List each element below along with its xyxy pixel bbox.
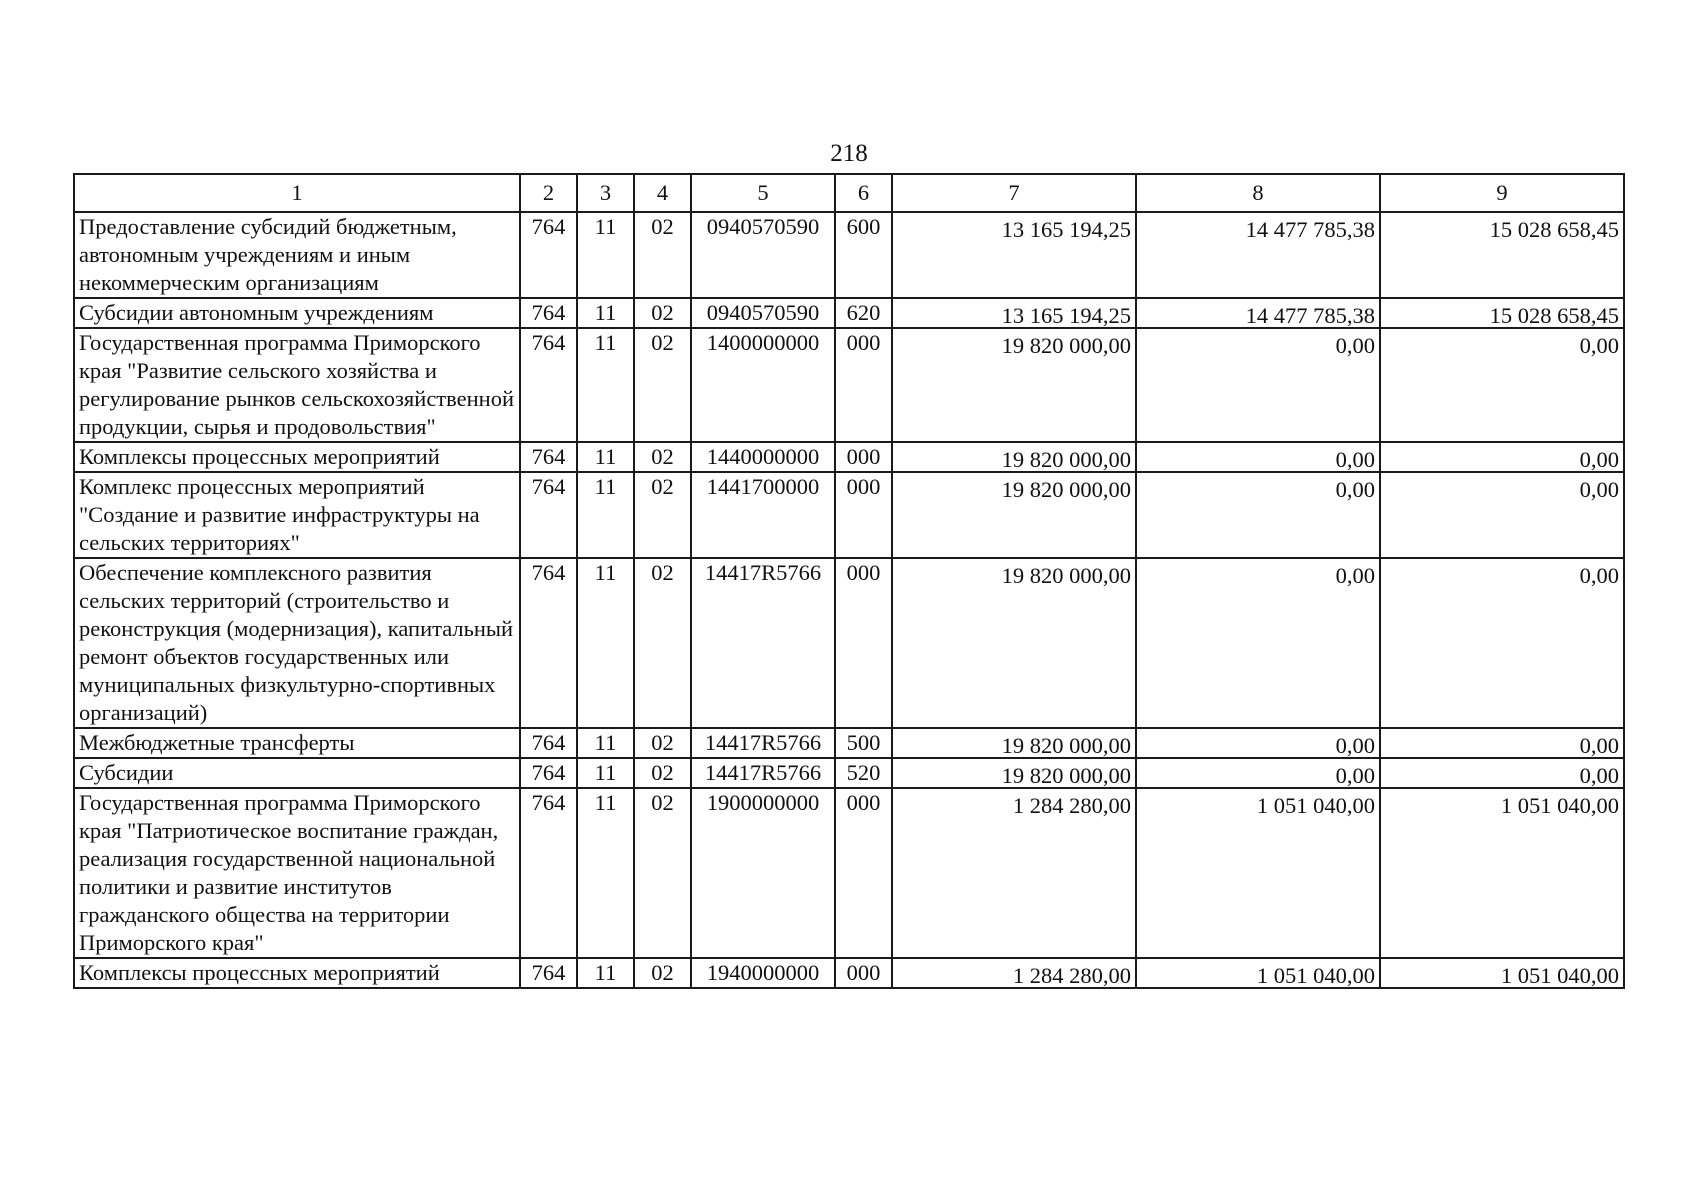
- row-name: Межбюджетные трансферты: [74, 728, 520, 758]
- column-header: 7: [892, 174, 1136, 212]
- amount-col-7-value: 19 820 000,00: [1001, 333, 1131, 358]
- col-2-code: 764: [520, 298, 577, 328]
- col-3-code: 11: [577, 758, 634, 788]
- amount-col-9: [1380, 298, 1624, 328]
- col-3-code: 11: [577, 958, 634, 988]
- amount-col-9-value: 0,00: [1579, 763, 1619, 788]
- amount-col-9: [1380, 472, 1624, 558]
- table-row: [74, 958, 1624, 988]
- amount-col-8-value: 0,00: [1335, 477, 1375, 502]
- row-name: Обеспечение комплексного развития сельских территорий (строительство и реконструкция (модернизация), капитальный ремонт объектов государственных или муниципальных физкультурно-спортивных организаций): [74, 558, 520, 728]
- col-2-code: 764: [520, 558, 577, 728]
- col-6-code: 600: [835, 212, 892, 298]
- col-2-code: 764: [520, 788, 577, 958]
- col-6-code: 620: [835, 298, 892, 328]
- table-row: [74, 758, 1624, 788]
- row-name: Комплексы процессных мероприятий: [74, 958, 520, 988]
- col-2-code: 764: [520, 728, 577, 758]
- amount-col-8: [1136, 728, 1380, 758]
- row-name: Комплексы процессных мероприятий: [74, 442, 520, 472]
- col-3-code: 11: [577, 298, 634, 328]
- amount-col-7-value: 19 820 000,00: [1001, 447, 1131, 472]
- table-row: [74, 298, 1624, 328]
- col-5-code: 0940570590: [691, 298, 835, 328]
- col-5-code: 1440000000: [691, 442, 835, 472]
- table-row: [74, 472, 1624, 558]
- amount-col-9-value: 15 028 658,45: [1489, 303, 1619, 328]
- amount-col-7-value: 13 165 194,25: [1001, 303, 1131, 328]
- amount-col-9-value: 0,00: [1579, 733, 1619, 758]
- amount-col-7-value: 19 820 000,00: [1001, 563, 1131, 588]
- amount-col-9-value: 15 028 658,45: [1489, 217, 1619, 242]
- amount-col-7: [892, 212, 1136, 298]
- col-4-code: 02: [634, 328, 691, 442]
- amount-col-7-value: 19 820 000,00: [1001, 733, 1131, 758]
- col-4-code: 02: [634, 298, 691, 328]
- col-2-code: 764: [520, 212, 577, 298]
- table-row: [74, 788, 1624, 958]
- amount-col-8-value: 14 477 785,38: [1245, 217, 1375, 242]
- col-3-code: 11: [577, 328, 634, 442]
- col-4-code: 02: [634, 212, 691, 298]
- col-6-code: 000: [835, 558, 892, 728]
- table-row: [74, 328, 1624, 442]
- amount-col-8: [1136, 958, 1380, 988]
- table-row: [74, 558, 1624, 728]
- amount-col-8: [1136, 472, 1380, 558]
- amount-col-8-value: 1 051 040,00: [1256, 793, 1375, 818]
- col-5-code: 1940000000: [691, 958, 835, 988]
- column-header: 8: [1136, 174, 1380, 212]
- amount-col-9-value: 1 051 040,00: [1500, 963, 1619, 988]
- amount-col-7: [892, 298, 1136, 328]
- amount-col-7-value: 13 165 194,25: [1001, 217, 1131, 242]
- column-header: 3: [577, 174, 634, 212]
- amount-col-9-value: 0,00: [1579, 333, 1619, 358]
- col-5-code: 1400000000: [691, 328, 835, 442]
- column-header: 6: [835, 174, 892, 212]
- column-header: 4: [634, 174, 691, 212]
- col-6-code: 520: [835, 758, 892, 788]
- table-row: [74, 212, 1624, 298]
- row-name: Государственная программа Приморского края "Патриотическое воспитание граждан, реализация государственной национальной политики и развитие институтов гражданского общества на территории Приморского края": [74, 788, 520, 958]
- col-6-code: 000: [835, 328, 892, 442]
- col-3-code: 11: [577, 728, 634, 758]
- amount-col-9-value: 0,00: [1579, 563, 1619, 588]
- col-6-code: 000: [835, 788, 892, 958]
- amount-col-7: [892, 958, 1136, 988]
- amount-col-8-value: 0,00: [1335, 333, 1375, 358]
- col-6-code: 000: [835, 472, 892, 558]
- amount-col-9: [1380, 728, 1624, 758]
- col-3-code: 11: [577, 212, 634, 298]
- col-5-code: 1900000000: [691, 788, 835, 958]
- amount-col-9-value: 0,00: [1579, 447, 1619, 472]
- page-number: 218: [830, 140, 868, 167]
- amount-col-9: [1380, 758, 1624, 788]
- col-6-code: 500: [835, 728, 892, 758]
- amount-col-9: [1380, 328, 1624, 442]
- amount-col-7: [892, 788, 1136, 958]
- row-name: Субсидии: [74, 758, 520, 788]
- amount-col-7: [892, 758, 1136, 788]
- amount-col-8-value: 0,00: [1335, 563, 1375, 588]
- amount-col-9: [1380, 558, 1624, 728]
- col-6-code: 000: [835, 442, 892, 472]
- col-5-code: 14417R5766: [691, 728, 835, 758]
- amount-col-8: [1136, 442, 1380, 472]
- amount-col-8: [1136, 328, 1380, 442]
- row-name: Предоставление субсидий бюджетным, автономным учреждениям и иным некоммерческим организациям: [74, 212, 520, 298]
- col-4-code: 02: [634, 958, 691, 988]
- amount-col-7: [892, 558, 1136, 728]
- amount-col-8: [1136, 558, 1380, 728]
- col-3-code: 11: [577, 442, 634, 472]
- col-4-code: 02: [634, 558, 691, 728]
- amount-col-9-value: 0,00: [1579, 477, 1619, 502]
- col-5-code: 0940570590: [691, 212, 835, 298]
- amount-col-9: [1380, 442, 1624, 472]
- col-5-code: 14417R5766: [691, 558, 835, 728]
- amount-col-7: [892, 328, 1136, 442]
- amount-col-7-value: 1 284 280,00: [1012, 793, 1131, 818]
- col-2-code: 764: [520, 442, 577, 472]
- amount-col-7: [892, 442, 1136, 472]
- amount-col-8-value: 14 477 785,38: [1245, 303, 1375, 328]
- col-3-code: 11: [577, 472, 634, 558]
- amount-col-8: [1136, 298, 1380, 328]
- column-header: 2: [520, 174, 577, 212]
- amount-col-7-value: 19 820 000,00: [1001, 477, 1131, 502]
- col-4-code: 02: [634, 758, 691, 788]
- amount-col-9: [1380, 958, 1624, 988]
- col-3-code: 11: [577, 558, 634, 728]
- col-5-code: 14417R5766: [691, 758, 835, 788]
- table-row: [74, 728, 1624, 758]
- amount-col-8-value: 0,00: [1335, 447, 1375, 472]
- column-header: 1: [74, 174, 520, 212]
- col-2-code: 764: [520, 758, 577, 788]
- table-row: [74, 442, 1624, 472]
- col-4-code: 02: [634, 442, 691, 472]
- col-2-code: 764: [520, 958, 577, 988]
- col-5-code: 1441700000: [691, 472, 835, 558]
- col-4-code: 02: [634, 728, 691, 758]
- amount-col-8: [1136, 758, 1380, 788]
- amount-col-8: [1136, 788, 1380, 958]
- row-name: Комплекс процессных мероприятий "Создание и развитие инфраструктуры на сельских территориях": [74, 472, 520, 558]
- col-6-code: 000: [835, 958, 892, 988]
- column-header: 9: [1380, 174, 1624, 212]
- amount-col-7: [892, 728, 1136, 758]
- col-2-code: 764: [520, 328, 577, 442]
- amount-col-8-value: 1 051 040,00: [1256, 963, 1375, 988]
- amount-col-9: [1380, 212, 1624, 298]
- col-4-code: 02: [634, 472, 691, 558]
- amount-col-7: [892, 472, 1136, 558]
- table-body: [74, 212, 1624, 988]
- row-name: Субсидии автономным учреждениям: [74, 298, 520, 328]
- amount-col-9-value: 1 051 040,00: [1500, 793, 1619, 818]
- amount-col-7-value: 19 820 000,00: [1001, 763, 1131, 788]
- row-name: Государственная программа Приморского края "Развитие сельского хозяйства и регулирование рынков сельскохозяйственной продукции, сырья и продовольствия": [74, 328, 520, 442]
- col-3-code: 11: [577, 788, 634, 958]
- amount-col-7-value: 1 284 280,00: [1012, 963, 1131, 988]
- amount-col-8: [1136, 212, 1380, 298]
- amount-col-8-value: 0,00: [1335, 763, 1375, 788]
- amount-col-9: [1380, 788, 1624, 958]
- amount-col-8-value: 0,00: [1335, 733, 1375, 758]
- column-header: 5: [691, 174, 835, 212]
- budget-table: [73, 173, 1625, 989]
- col-4-code: 02: [634, 788, 691, 958]
- header-row: [74, 174, 1624, 212]
- col-2-code: 764: [520, 472, 577, 558]
